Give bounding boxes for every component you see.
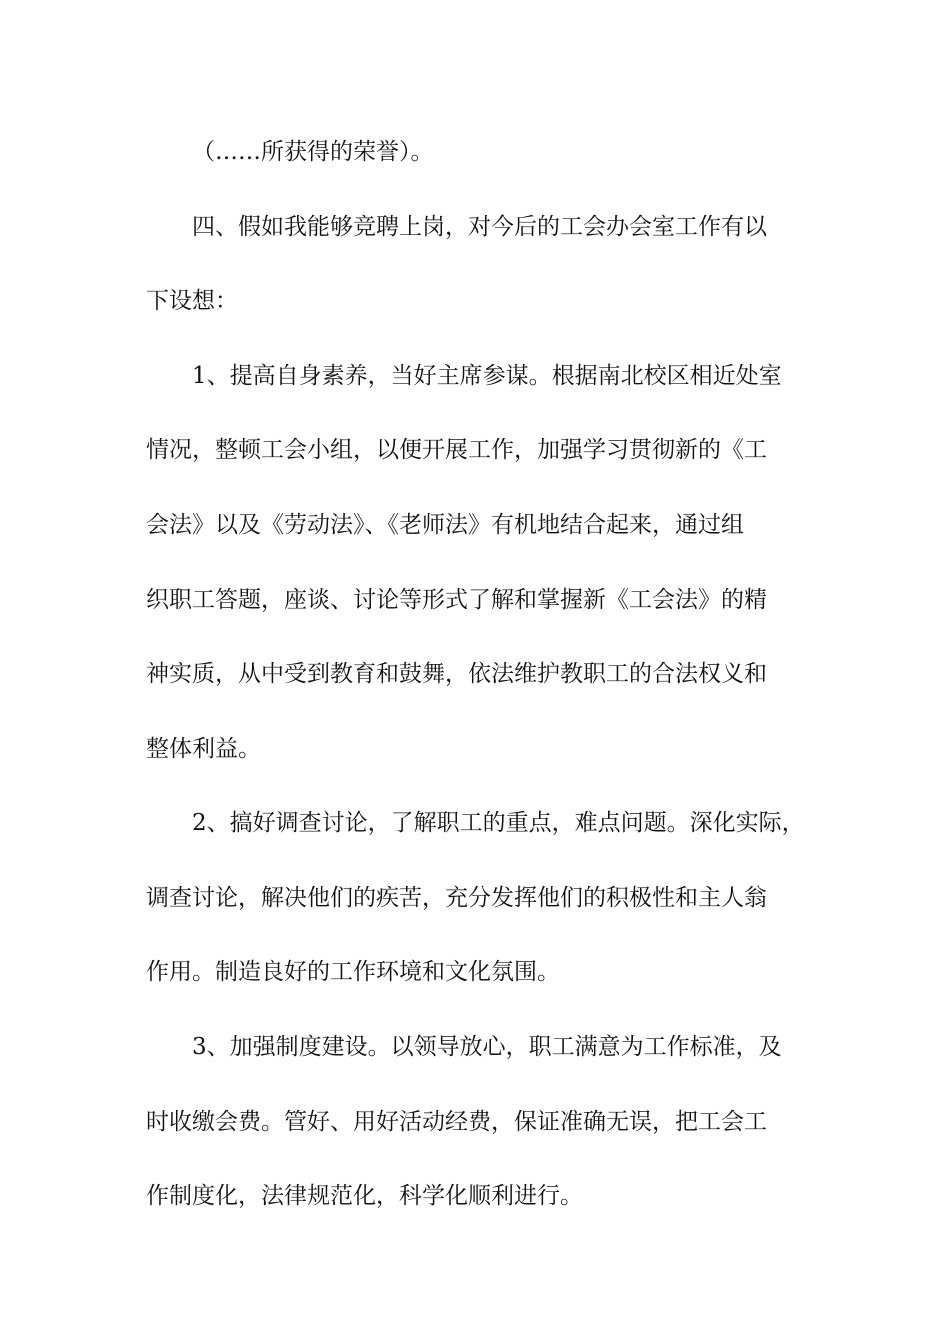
item-two-line: 2、搞好调查讨论，了解职工的重点，难点问题。深化实际， bbox=[192, 810, 805, 836]
item-three-line: 3、加强制度建设。以领导放心，职工满意为工作标准，及 bbox=[192, 1034, 782, 1060]
item-three-line: 时收缴会费。管好、用好活动经费，保证准确无误，把工会工 bbox=[146, 1109, 767, 1135]
item-one-line: 情况，整顿工会小组，以便开展工作，加强学习贯彻新的《工 bbox=[146, 437, 767, 463]
item-three-line: 作制度化，法律规范化，科学化顺利进行。 bbox=[146, 1183, 583, 1209]
item-one-line: 1、提高自身素养，当好主席参谋。根据南北校区相近处室 bbox=[192, 363, 782, 389]
item-two-line: 作用。制造良好的工作环境和文化氛围。 bbox=[146, 959, 560, 985]
item-two-line: 调查讨论，解决他们的疾苦，充分发挥他们的积极性和主人翁 bbox=[146, 885, 767, 911]
text-line-honors: （……所获得的荣誉）。 bbox=[192, 139, 434, 165]
item-one-line: 织职工答题，座谈、讨论等形式了解和掌握新《工会法》的精 bbox=[146, 587, 767, 613]
item-one-line: 整体利益。 bbox=[146, 736, 261, 762]
section-four-heading: 四、假如我能够竞聘上岗，对今后的工会办会室工作有以 bbox=[192, 214, 767, 240]
item-one-line: 会法》以及《劳动法》、《老师法》有机地结合起来，通过组 bbox=[146, 512, 744, 538]
item-one-line: 神实质，从中受到教育和鼓舞，依法维护教职工的合法权义和 bbox=[146, 661, 767, 687]
section-four-heading-cont: 下设想： bbox=[146, 288, 238, 314]
